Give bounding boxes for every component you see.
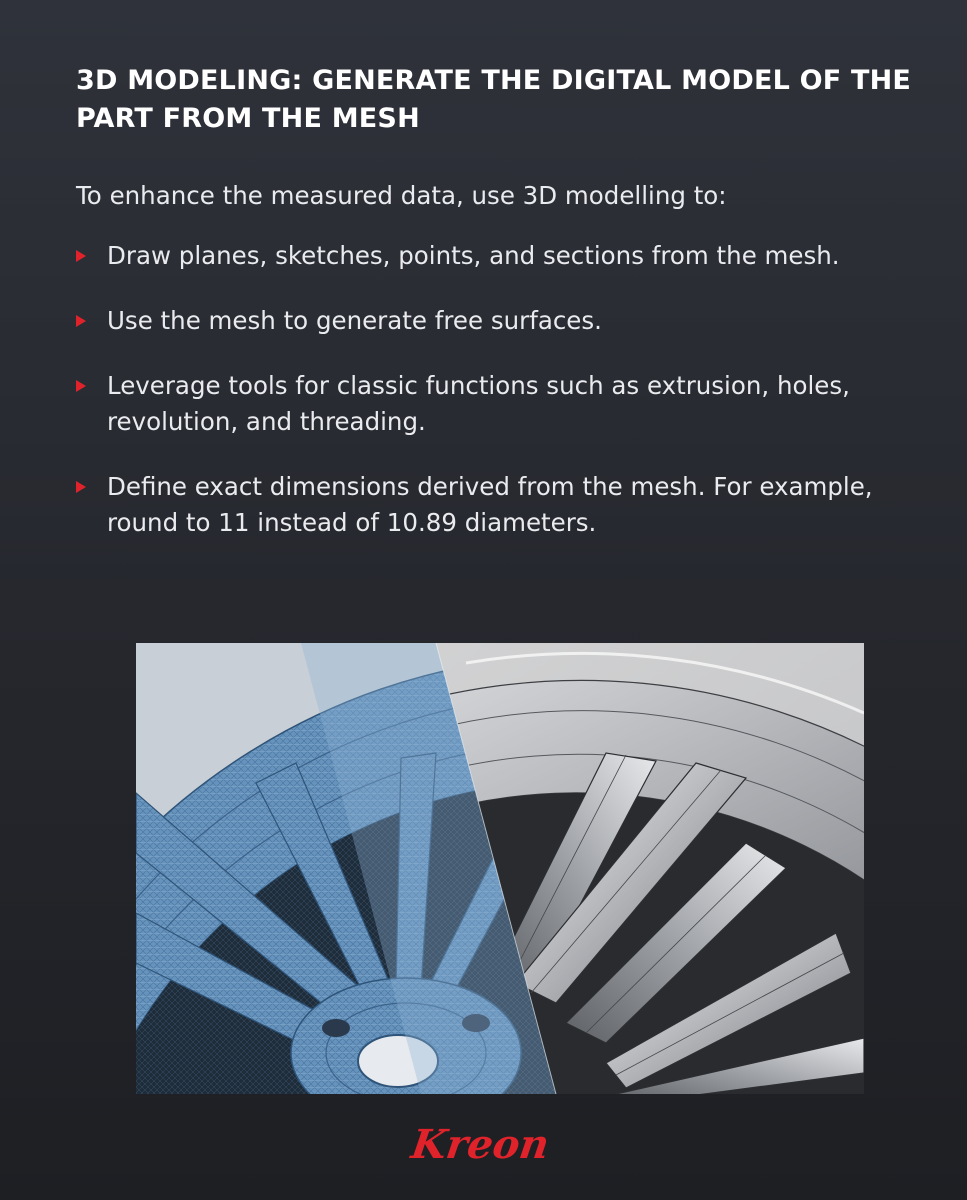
kreon-logo [384, 1118, 584, 1174]
wheel-mesh-to-cad-image [136, 643, 864, 1094]
intro-text: To enhance the measured data, use 3D modelling to: [76, 181, 727, 210]
wheel-illustration [136, 643, 864, 1094]
bullet-text: Draw planes, sketches, points, and sections from the mesh. [107, 241, 840, 270]
kreon-logo-text: Kreon [408, 1121, 553, 1168]
page-title: 3D MODELING: GENERATE THE DIGITAL MODEL OF THE PART FROM THE MESH [76, 65, 912, 134]
red-triangle-bullet-icon [76, 380, 86, 392]
bullet-item [76, 368, 896, 440]
bullet-list [76, 238, 896, 570]
bullet-item [76, 469, 896, 541]
bullet-text: Use the mesh to generate free surfaces. [107, 306, 602, 335]
bullet-text: Leverage tools for classic functions such as extrusion, holes, revolution, and threading. [107, 371, 850, 436]
bullet-text: Define exact dimensions derived from the mesh. For example, round to 11 instead of 10.89 diameters. [107, 472, 873, 537]
red-triangle-bullet-icon [76, 250, 86, 262]
bullet-item [76, 238, 896, 274]
bullet-item [76, 303, 896, 339]
red-triangle-bullet-icon [76, 315, 86, 327]
red-triangle-bullet-icon [76, 481, 86, 493]
